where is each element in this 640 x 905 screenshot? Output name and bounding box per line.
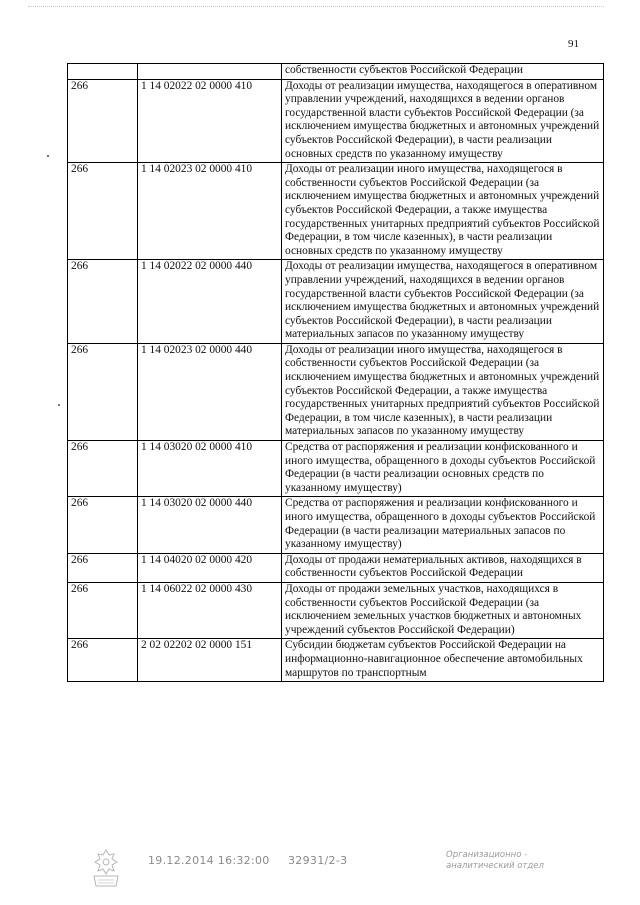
scan-artifact-dot xyxy=(58,404,60,406)
revenue-code-cell: 1 14 03020 02 0000 440 xyxy=(138,497,282,553)
admin-code-cell: 266 xyxy=(68,639,138,682)
admin-code-cell: 266 xyxy=(68,441,138,497)
scan-artifact-line xyxy=(28,6,604,7)
table-row xyxy=(68,79,604,163)
document-footer xyxy=(0,846,640,896)
description-cell: Средства от распоряжения и реализации конфискованного и иного имущества, обращенного в доходы субъектов Российской Федерации (в части реализации основных средств по указанному имуществу) xyxy=(282,441,604,497)
table-row xyxy=(68,260,604,344)
department-stamp-line-2: аналитический отдел xyxy=(446,861,544,871)
admin-code-cell: 266 xyxy=(68,497,138,553)
description-cell: Доходы от реализации имущества, находящегося в оперативном управлении учреждений, находящихся в ведении органов государственной власти субъектов Российской Федерации (за исключением имущества бюджетных и автономных учреждений субъектов Российской Федерации), в части реализации основных средств по указанному имуществу xyxy=(282,79,604,163)
description-cell: Средства от распоряжения и реализации конфискованного и иного имущества, обращенного в доходы субъектов Российской Федерации (в части реализации материальных запасов по указанному имуществу) xyxy=(282,497,604,553)
table-row xyxy=(68,553,604,582)
description-cell: Доходы от реализации имущества, находящегося в оперативном управлении учреждений, находящихся в ведении органов государственной власти субъектов Российской Федерации (за исключением имущества бюджетных и автономных учреждений субъектов Российской Федерации), в части реализации материальных запасов по указанному имуществу xyxy=(282,260,604,344)
table-row xyxy=(68,64,604,80)
table-row xyxy=(68,163,604,260)
description-cell: Доходы от реализации иного имущества, находящегося в собственности субъектов Российской Федерации (за исключением имущества бюджетных и автономных учреждений субъектов Российской Федерации, а также имущества государственных унитарных предприятий субъектов Российской Федерации, в том числе казенных), в части реализации основных средств по указанному имуществу xyxy=(282,163,604,260)
table-row xyxy=(68,497,604,553)
admin-code-cell: 266 xyxy=(68,582,138,638)
table-row xyxy=(68,582,604,638)
page-number: 91 xyxy=(568,38,579,50)
revenue-code-cell: 1 14 03020 02 0000 410 xyxy=(138,441,282,497)
revenue-code-cell: 1 14 04020 02 0000 420 xyxy=(138,553,282,582)
table-row xyxy=(68,441,604,497)
department-stamp-line-1: Организационно - xyxy=(446,850,528,860)
registration-date-stamp: 19.12.2014 16:32:00 xyxy=(148,854,270,867)
registration-number-stamp: 32931/2-3 xyxy=(288,854,348,867)
admin-code-cell: 266 xyxy=(68,553,138,582)
revenue-codes-table xyxy=(67,63,604,682)
revenue-code-cell: 1 14 02022 02 0000 440 xyxy=(138,260,282,344)
admin-code-cell: 266 xyxy=(68,260,138,344)
description-cell: Субсидии бюджетам субъектов Российской Федерации на информационно-навигационное обеспечение автомобильных маршрутов по транспортным xyxy=(282,639,604,682)
revenue-code-cell: 1 14 02023 02 0000 440 xyxy=(138,343,282,440)
admin-code-cell: 266 xyxy=(68,343,138,440)
table-row xyxy=(68,639,604,682)
description-cell: Доходы от продажи нематериальных активов, находящихся в собственности субъектов Российской Федерации xyxy=(282,553,604,582)
description-cell: Доходы от продажи земельных участков, находящихся в собственности субъектов Российской Федерации (за исключением земельных участков бюджетных и автономных учреждений субъектов Российской Федерации) xyxy=(282,582,604,638)
revenue-code-cell: 1 14 06022 02 0000 430 xyxy=(138,582,282,638)
admin-code-cell: 266 xyxy=(68,79,138,163)
admin-code-cell xyxy=(68,64,138,80)
table-row xyxy=(68,343,604,440)
department-stamp xyxy=(446,850,544,872)
revenue-code-cell: 2 02 02202 02 0000 151 xyxy=(138,639,282,682)
description-cell: собственности субъектов Российской Федерации xyxy=(282,64,604,80)
revenue-code-cell: 1 14 02022 02 0000 410 xyxy=(138,79,282,163)
scan-artifact-dot xyxy=(47,155,49,157)
description-cell: Доходы от реализации иного имущества, находящегося в собственности субъектов Российской Федерации (за исключением имущества бюджетных и автономных учреждений субъектов Российской Федерации, а также имущества государственных унитарных предприятий субъектов Российской Федерации, в том числе казенных), в части реализации материальных запасов по указанному имуществу xyxy=(282,343,604,440)
revenue-code-cell: 1 14 02023 02 0000 410 xyxy=(138,163,282,260)
revenue-code-cell xyxy=(138,64,282,80)
admin-code-cell: 266 xyxy=(68,163,138,260)
coat-of-arms-icon xyxy=(86,846,126,897)
